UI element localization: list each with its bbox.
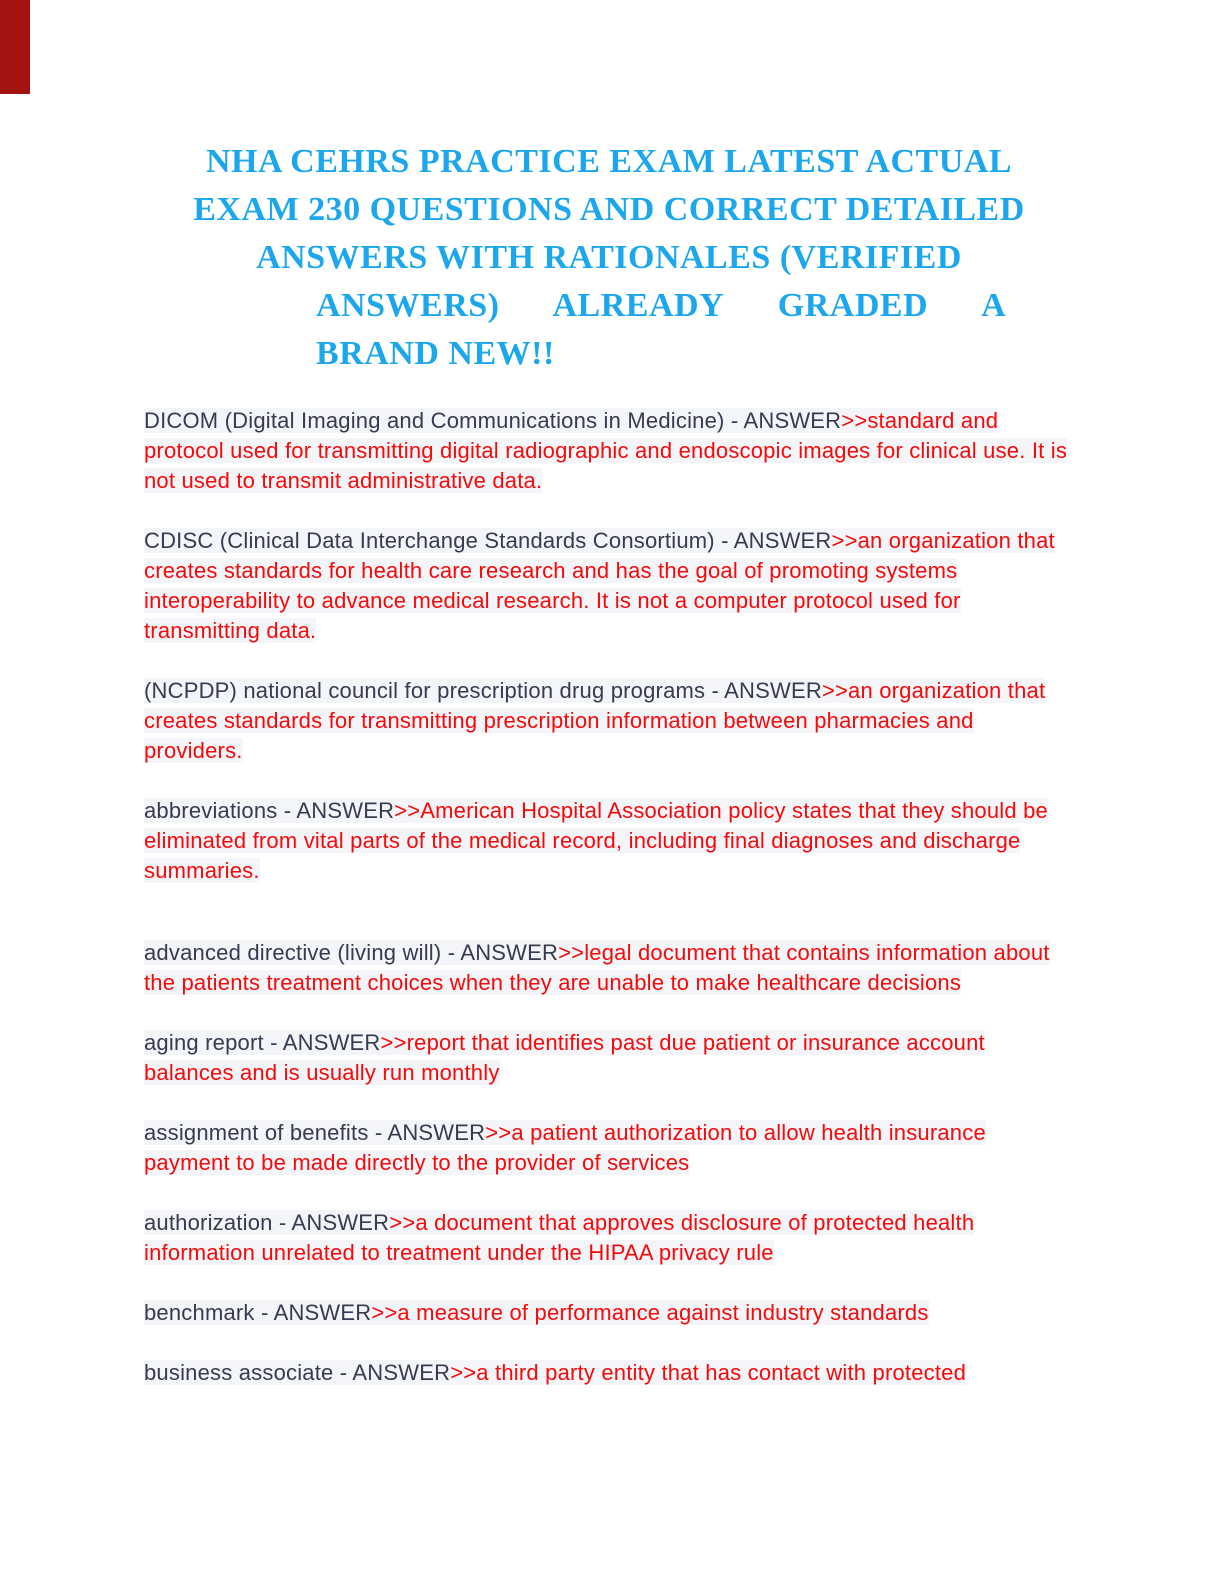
answer-text: >>a document that approves disclosure of protected health information unrelated to treatment under the HIPAA privacy rule: [144, 1210, 975, 1265]
qa-item: [144, 938, 1074, 998]
corner-accent-mark: [0, 0, 30, 94]
title-line: EXAM 230 QUESTIONS AND CORRECT DETAILED: [193, 191, 1025, 228]
question-term: advanced directive (living will) - ANSWER: [144, 940, 559, 965]
question-term: assignment of benefits - ANSWER: [144, 1120, 486, 1145]
answer-text: >>a third party entity that has contact with protected: [450, 1360, 967, 1385]
answer-text: >>a patient authorization to allow health insurance payment to be made directly to the provider of services: [144, 1120, 986, 1175]
qa-item: [144, 406, 1074, 496]
qa-item: [144, 1298, 1074, 1328]
qa-item: [144, 676, 1074, 766]
answer-text: >>an organization that creates standards for transmitting prescription information between pharmacies and providers.: [144, 678, 1046, 763]
qa-item: [144, 1028, 1074, 1088]
title-line: NHA CEHRS PRACTICE EXAM LATEST ACTUAL: [206, 143, 1012, 180]
question-term: (NCPDP) national council for prescription drug programs - ANSWER: [144, 678, 822, 703]
answer-text: >>report that identifies past due patient or insurance account balances and is usually run monthly: [144, 1030, 985, 1085]
question-term: aging report - ANSWER: [144, 1030, 381, 1055]
answer-text: >>an organization that creates standards for health care research and has the goal of promoting systems interoperability to advance medical research. It is not a computer protocol used for transmitting data.: [144, 528, 1055, 643]
qa-item: [144, 526, 1074, 646]
answer-text: >>standard and protocol used for transmitting digital radiographic and endoscopic images for clinical use. It is not used to transmit administrative data.: [144, 408, 1068, 493]
question-term: benchmark - ANSWER: [144, 1300, 372, 1325]
question-term: CDISC (Clinical Data Interchange Standards Consortium) - ANSWER: [144, 528, 832, 553]
answer-text: >>legal document that contains information about the patients treatment choices when they are unable to make healthcare decisions: [144, 940, 1050, 995]
question-term: abbreviations - ANSWER: [144, 798, 395, 823]
qa-item: [144, 1358, 1074, 1388]
title-line: ANSWERS WITH RATIONALES (VERIFIED: [256, 239, 962, 276]
answer-text: >>American Hospital Association policy states that they should be eliminated from vital parts of the medical record, including final diagnoses and discharge summaries.: [144, 798, 1048, 883]
qa-item: [144, 1208, 1074, 1268]
qa-list: [144, 406, 1074, 1388]
question-term: authorization - ANSWER: [144, 1210, 390, 1235]
title-line: BRAND NEW!!: [316, 335, 555, 372]
question-term: business associate - ANSWER: [144, 1360, 451, 1385]
qa-item: [144, 796, 1074, 886]
question-term: DICOM (Digital Imaging and Communications in Medicine) - ANSWER: [144, 408, 842, 433]
document-title: [144, 138, 1074, 378]
answer-text: >>a measure of performance against industry standards: [371, 1300, 929, 1325]
title-line: ANSWERS) ALREADY GRADED A: [316, 287, 1007, 324]
qa-item: [144, 1118, 1074, 1178]
